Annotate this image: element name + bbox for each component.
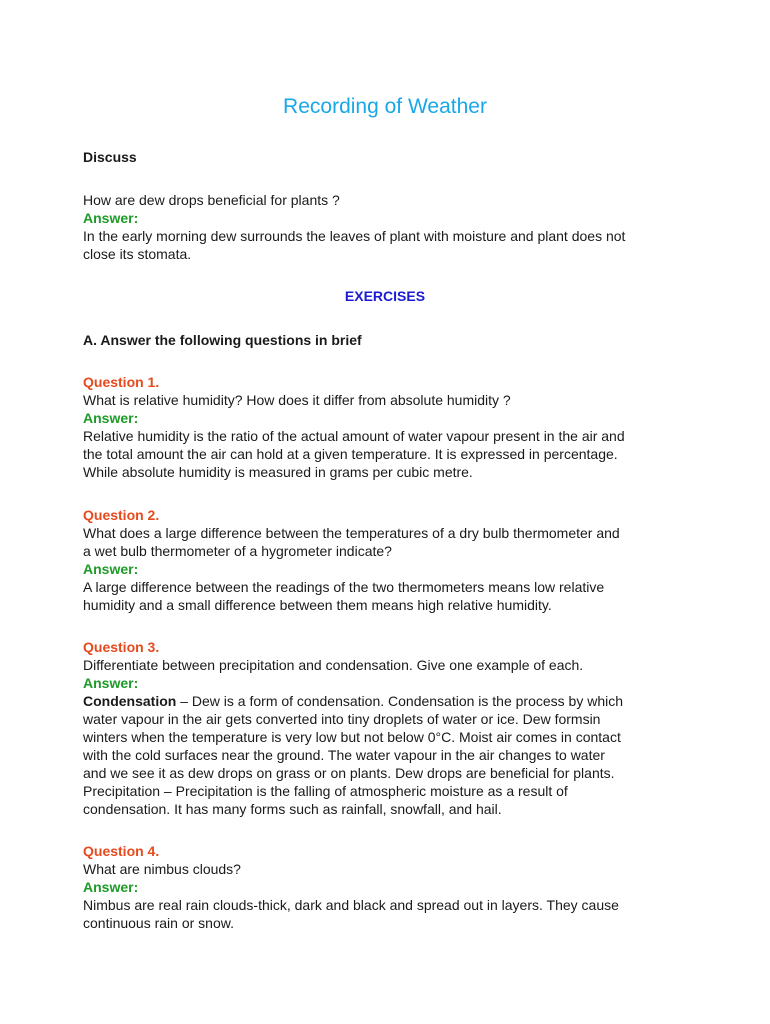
answer-line-text: – Dew is a form of condensation. Condensation is the process by which (176, 693, 624, 709)
discuss-answer-line: In the early morning dew surrounds the leaves of plant with moisture and plant does not (83, 228, 626, 244)
answer-line: Relative humidity is the ratio of the actual amount of water vapour present in the air and (83, 428, 625, 444)
question-text: Differentiate between precipitation and condensation. Give one example of each. (83, 657, 584, 673)
answer-line: Precipitation – Precipitation is the falling of atmospheric moisture as a result of (83, 783, 568, 799)
question-block-2 (83, 506, 683, 614)
discuss-block (83, 191, 683, 263)
answer-line: While absolute humidity is measured in grams per cubic metre. (83, 464, 473, 480)
exercises-heading: EXERCISES (344, 288, 426, 304)
answer-line: condensation. It has many forms such as rainfall, snowfall, and hail. (83, 801, 502, 817)
answer-line: water vapour in the air gets converted into tiny droplets of water or ice. Dew formsin (83, 711, 601, 727)
question-label: Question 2. (83, 507, 160, 523)
answer-label: Answer: (83, 561, 139, 577)
discuss-answer-label: Answer: (83, 210, 139, 226)
condensation-term: Condensation (83, 693, 177, 709)
answer-line: and we see it as dew drops on grass or on plants. Dew drops are beneficial for plants. (83, 765, 615, 781)
answer-line: the total amount the air can hold at a given temperature. It is expressed in percentage. (83, 446, 618, 462)
answer-label: Answer: (83, 675, 139, 691)
section-a-heading: A. Answer the following questions in brief (83, 332, 362, 348)
question-label: Question 3. (83, 639, 160, 655)
question-label: Question 4. (83, 843, 160, 859)
answer-label: Answer: (83, 879, 139, 895)
question-text: What are nimbus clouds? (83, 861, 241, 877)
answer-line: Nimbus are real rain clouds-thick, dark and black and spread out in layers. They cause (83, 897, 619, 913)
answer-line: continuous rain or snow. (83, 915, 234, 931)
answer-line (83, 692, 683, 710)
question-label: Question 1. (83, 374, 160, 390)
question-text: What does a large difference between the temperatures of a dry bulb thermometer and (83, 525, 620, 541)
question-block-1 (83, 373, 683, 481)
answer-line: winters when the temperature is very low but not below 0°C. Moist air comes in contact (83, 729, 621, 745)
discuss-question: How are dew drops beneficial for plants ? (83, 192, 340, 208)
discuss-heading: Discuss (83, 149, 137, 165)
answer-line: humidity and a small difference between them means high relative humidity. (83, 597, 552, 613)
answer-line: with the cold surfaces near the ground. The water vapour in the air changes to water (83, 747, 605, 763)
page-title: Recording of Weather (283, 95, 487, 118)
answer-line: A large difference between the readings of the two thermometers means low relative (83, 579, 605, 595)
question-block-3 (83, 638, 683, 818)
question-block-4 (83, 842, 683, 932)
discuss-answer-line: close its stomata. (83, 246, 192, 262)
answer-label: Answer: (83, 410, 139, 426)
question-text: What is relative humidity? How does it differ from absolute humidity ? (83, 392, 511, 408)
question-text: a wet bulb thermometer of a hygrometer indicate? (83, 543, 392, 559)
